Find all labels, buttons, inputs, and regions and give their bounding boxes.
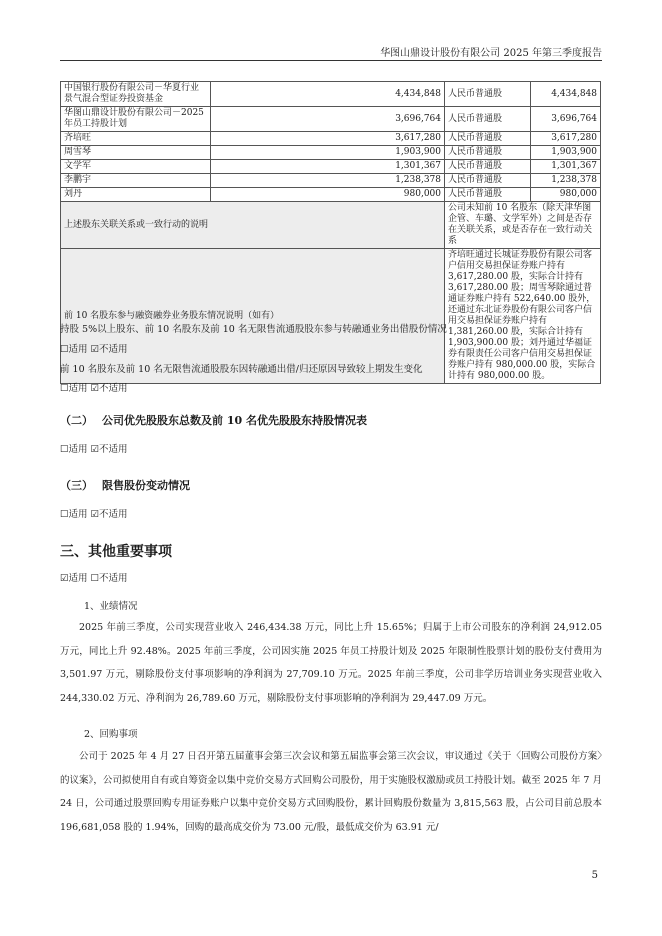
item-title-buyback: 2、回购事项 xyxy=(84,729,138,740)
buyback-paragraph: 公司于 2025 年 4 月 27 日召开第五届董事会第三次会议和第五届监事会第三次会议，审议通过《关于〈回购公司股份方案〉的议案》，公司拟使用自有或自筹资金以集中竞价交易方式回购公司股份，用于实施股权激励或员工持股计划。截至 2025 年 7 月 24 日，公司通过股票回购专用证券账户以集中竞价交易方式回购股份，累计回购股份数量为 3,815,563 股，占公司目前总股本 196,681,058 股的 1.94%，回购的最高成交价为 73.00 元/股，最低成交价为 63.91 元/ xyxy=(60,751,602,833)
holder-quantity: 1,903,900 xyxy=(211,146,445,160)
section-index: （二） xyxy=(60,414,93,427)
item-title-performance: 1、业绩情况 xyxy=(84,601,138,612)
holder-name: 中国银行股份有限公司－华夏行业景气混合型证券投资基金 xyxy=(61,82,211,107)
share-amount: 980,000 xyxy=(531,188,601,202)
table-row xyxy=(61,107,601,132)
holder-name: 周雪琴 xyxy=(61,146,211,160)
section-index: （三） xyxy=(60,479,93,492)
share-amount: 1,301,367 xyxy=(531,160,601,174)
share-amount: 3,617,280 xyxy=(531,132,601,146)
share-type: 人民币普通股 xyxy=(445,174,531,188)
share-type: 人民币普通股 xyxy=(445,132,531,146)
table-row xyxy=(61,174,601,188)
margin-trading-text: 齐培旺通过长城证券股份有限公司客户信用交易担保证券账户持有 3,617,280.00 股，实际合计持有 3,617,280.00 股；周雪琴除通过普通证券账户持有 522,640.00 股外，还通过东北证券股份有限公司客户信用交易担保证券账户持有 1,381,260.00 股，实际合计持有 1,903,900.00 股；刘丹通过华福证券有限责任公司客户信用交易担保证券账户持有 980,000.00 股，实际合计持有 980,000.00 股。 xyxy=(445,249,601,384)
applicability-checkbox: ☐适用 ☑不适用 xyxy=(60,509,128,520)
table-row xyxy=(61,132,601,146)
table-row xyxy=(61,188,601,202)
section-heading-preferred-shares xyxy=(60,412,367,428)
holder-name: 齐培旺 xyxy=(61,132,211,146)
share-type: 人民币普通股 xyxy=(445,82,531,107)
applicability-checkbox: ☐适用 ☑不适用 xyxy=(60,383,128,394)
performance-paragraph: 2025 年前三季度，公司实现营业收入 246,434.38 万元，同比上升 15.65%；归属于上市公司股东的净利润 24,912.05 万元，同比上升 92.48%。2025 年前三季度，公司因实施 2025 年员工持股计划及 2025 年限制性股票计划的股份支付费用为 3,501.97 万元，剔除股份支付事项影响的净利润为 27,709.10 万元。2025 年前三季度，公司非学历培训业务实现营业收入 244,330.02 万元、净利润为 26,789.60 万元，剔除股份支付事项影响的净利润为 29,447.09 万元。 xyxy=(60,622,602,704)
share-type: 人民币普通股 xyxy=(445,107,531,132)
holder-quantity: 1,238,378 xyxy=(211,174,445,188)
header-divider xyxy=(60,60,602,61)
holder-name: 文学军 xyxy=(61,160,211,174)
margin-trading-label: 前 10 名股东参与融资融券业务股东情况说明（如有） xyxy=(61,249,445,384)
main-section-heading: 三、其他重要事项 xyxy=(60,544,172,560)
applicability-checkbox: ☑适用 ☐不适用 xyxy=(60,573,128,584)
applicability-checkbox: ☐适用 ☑不适用 xyxy=(60,444,128,455)
holder-quantity: 3,696,764 xyxy=(211,107,445,132)
holder-quantity: 1,301,367 xyxy=(211,160,445,174)
table-row xyxy=(61,146,601,160)
relation-label: 上述股东关联关系或一致行动的说明 xyxy=(61,202,445,249)
share-type: 人民币普通股 xyxy=(445,188,531,202)
holder-quantity: 980,000 xyxy=(211,188,445,202)
section-heading-restricted-shares xyxy=(60,477,190,493)
section-title: 限售股份变动情况 xyxy=(102,479,190,492)
page-number: 5 xyxy=(591,870,598,881)
report-header-title: 华图山鼎设计股份有限公司 2025 年第三季度报告 xyxy=(380,48,602,59)
table-row xyxy=(61,160,601,174)
holder-quantity: 3,617,280 xyxy=(211,132,445,146)
share-amount: 3,696,764 xyxy=(531,107,601,132)
table-row xyxy=(61,82,601,107)
holder-name: 李鹏宇 xyxy=(61,174,211,188)
section-title: 公司优先股股东总数及前 10 名优先股股东持股情况表 xyxy=(102,414,367,427)
refinancing-note: 持股 5%以上股东、前 10 名股东及前 10 名无限售流通股股东参与转融通业务出借股份情况 xyxy=(60,324,447,335)
top-shareholders-table xyxy=(60,81,601,384)
holder-name: 刘丹 xyxy=(61,188,211,202)
holder-quantity: 4,434,848 xyxy=(211,82,445,107)
share-type: 人民币普通股 xyxy=(445,146,531,160)
relation-text: 公司未知前 10 名股东（除天津华图企管、车璐、文学军外）之间是否存在关联关系，或是否存在一致行动关系 xyxy=(445,202,601,249)
share-amount: 4,434,848 xyxy=(531,82,601,107)
share-amount: 1,903,900 xyxy=(531,146,601,160)
change-note: 前 10 名股东及前 10 名无限售流通股股东因转融通出借/归还原因导致较上期发生变化 xyxy=(60,364,423,375)
share-type: 人民币普通股 xyxy=(445,160,531,174)
relation-row xyxy=(61,202,601,249)
applicability-checkbox: ☐适用 ☑不适用 xyxy=(60,344,128,355)
holder-name: 华图山鼎设计股份有限公司－2025 年员工持股计划 xyxy=(61,107,211,132)
share-amount: 1,238,378 xyxy=(531,174,601,188)
